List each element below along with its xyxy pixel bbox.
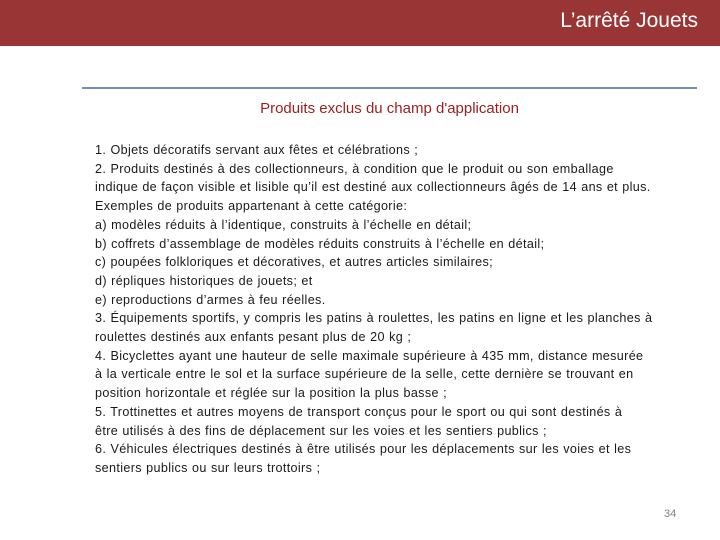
text-line: e) reproductions d’armes à feu réelles. bbox=[95, 292, 326, 307]
text-line: roulettes destinés aux enfants pesant plus de 20 kg ; bbox=[95, 330, 412, 345]
text-line: d) répliques historiques de jouets; et bbox=[95, 273, 313, 288]
section-heading: Produits exclus du champ d'application bbox=[260, 100, 519, 117]
text-line: position horizontale et réglée sur la position la plus basse ; bbox=[95, 386, 447, 401]
text-line: être utilisés à des fins de déplacement sur les voies et les sentiers publics ; bbox=[95, 423, 547, 438]
text-line: 2. Produits destinés à des collectionneurs, à condition que le produit ou son emballage bbox=[95, 161, 614, 176]
text-line: c) poupées folkloriques et décoratives, et autres articles similaires; bbox=[95, 255, 493, 270]
text-line: sentiers publics ou sur leurs trottoirs ; bbox=[95, 460, 321, 475]
text-line: Exemples de produits appartenant à cette catégorie: bbox=[95, 199, 408, 214]
text-line: 5. Trottinettes et autres moyens de transport conçus pour le sport ou qui sont destinés à bbox=[95, 404, 623, 419]
text-line: indique de façon visible et lisible qu’il est destiné aux collectionneurs âgés de 14 ans et plus. bbox=[95, 180, 651, 195]
text-line: b) coffrets d’assemblage de modèles réduits construits à l’échelle en détail; bbox=[95, 236, 545, 251]
text-line: 6. Véhicules électriques destinés à être utilisés pour les déplacements sur les voies et les bbox=[95, 442, 632, 457]
text-line: a) modèles réduits à l’identique, construits à l’échelle en détail; bbox=[95, 217, 472, 232]
page-number: 34 bbox=[664, 508, 677, 520]
text-line: 1. Objets décoratifs servant aux fêtes et célébrations ; bbox=[95, 143, 419, 157]
slide-title: L’arrêté Jouets bbox=[560, 9, 698, 32]
body-text bbox=[95, 141, 700, 478]
text-line: 3. Équipements sportifs, y compris les patins à roulettes, les patins en ligne et les planches à bbox=[95, 311, 653, 326]
text-line: 4. Bicyclettes ayant une hauteur de selle maximale supérieure à 435 mm, distance mesurée bbox=[95, 348, 644, 363]
text-line: à la verticale entre le sol et la surface supérieure de la selle, cette dernière se trouvant en bbox=[95, 367, 634, 382]
divider-rule bbox=[82, 87, 697, 89]
